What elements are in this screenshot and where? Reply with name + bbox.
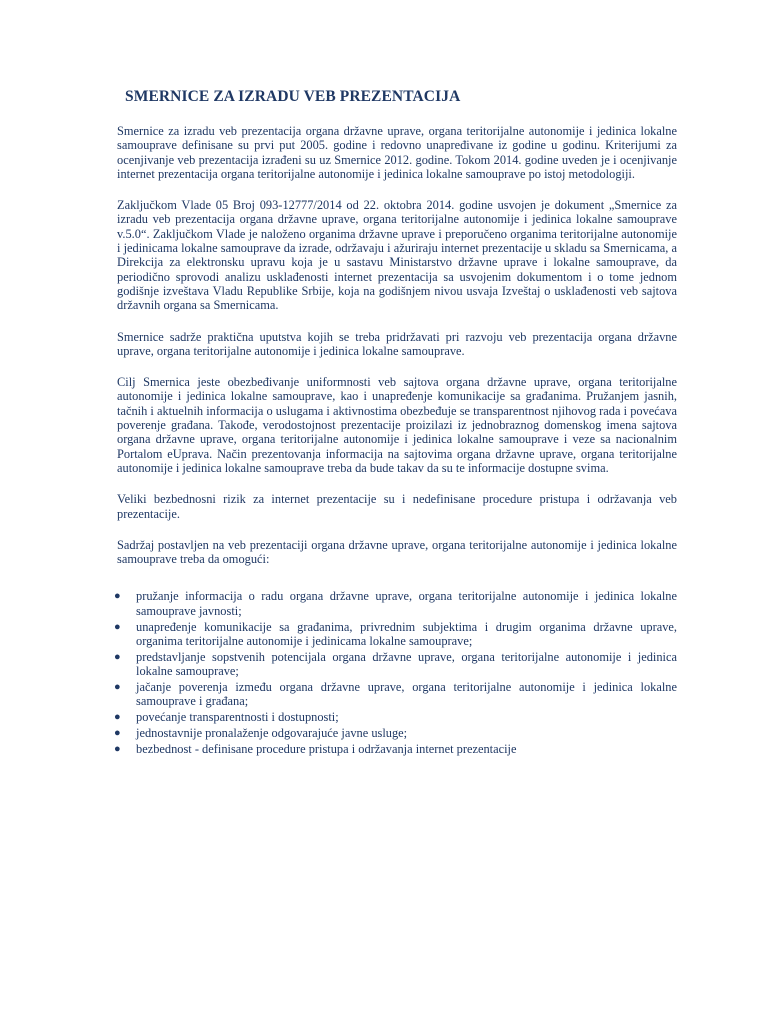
list-item (114, 726, 677, 741)
list-item (114, 619, 677, 649)
list-item (114, 649, 677, 679)
bullet-icon: ● (114, 680, 121, 693)
bullet-list (114, 589, 677, 756)
bullet-icon: ● (114, 742, 121, 755)
paragraph-goal: Cilj Smernica jeste obezbeđivanje uniformnosti veb sajtova organa državne uprave, organa teritorijalne autonomije i jedinica lokalne samouprave, kao i unapređenje komunikacije sa građanima. Pružanjem jasnih, tačnih i aktuelnih informacija o uslugama i aktivnostima obezbeđuje se transparentnost njihovog rada i povećava poverenje građana. Takođe, verodostojnost prezentacije proizilazi iz jednobraznog domenskog imena sajtova organa državne uprave, organa teritorijalne autonomije i jedinica lokalne samouprave i veze sa nacionalnim Portalom eUprava. Način prezentovanja informacija na sajtovima organa državne uprave, organa teritorijalne autonomije i jedinica lokalne samouprave treba da bude takav da su te informacije dostupne svima. (117, 375, 677, 475)
bullet-icon: ● (114, 711, 121, 724)
list-item-text: jačanje poverenja između organa državne uprave, organa teritorijalne autonomije i jedinica lokalne samouprave i građana; (136, 679, 677, 709)
list-item (114, 710, 677, 725)
list-item-text: povećanje transparentnosti i dostupnosti; (136, 710, 339, 725)
list-item-text: unapređenje komunikacije sa građanima, privrednim subjektima i drugim organima državne uprave, organima teritorijalne autonomije i jedinicama lokalne samouprave; (136, 619, 677, 648)
paragraph-intro: Smernice za izradu veb prezentacija organa državne uprave, organa teritorijalne autonomije i jedinica lokalne samouprave definisane su prvi put 2005. godine i redovno unapređivane iz godine u godinu. Kriterijumi za ocenjivanje veb prezentacija izrađeni su uz Smernice 2012. godine. Tokom 2014. godine uveden je i ocenjivanje internet prezentacija organa teritorijalne autonomije i jedinica lokalne samouprave po istoj metodologiji. (117, 124, 677, 181)
document-title: SMERNICE ZA IZRADU VEB PREZENTACIJA (125, 88, 461, 105)
paragraph-content-should-enable: Sadržaj postavljen na veb prezentaciji organa državne uprave, organa teritorijalne autonomije i jedinica lokalne samouprave treba da omogući: (117, 537, 677, 567)
list-item-text: jednostavnije pronalaženje odgovarajuće javne usluge; (136, 726, 408, 741)
list-item-text: bezbednost - definisane procedure pristupa i održavanja internet prezentacije (136, 741, 517, 756)
list-item-text: predstavljanje sopstvenih potencijala organa državne uprave, organa teritorijalne autonomije i jedinica lokalne samouprave; (136, 649, 677, 679)
list-item (114, 589, 677, 618)
bullet-icon: ● (114, 727, 121, 740)
list-item (114, 741, 677, 756)
document-page (114, 88, 677, 758)
list-item (114, 679, 677, 709)
paragraph-government-conclusion: Zaključkom Vlade 05 Broj 093-12777/2014 od 22. oktobra 2014. godine usvojen je dokument „Smernice za izradu veb prezentacija organa državne uprave, organa teritorijalne autonomije i jedinica lokalne samouprave v.5.0“. Zaključkom Vlade je naloženo organima državne uprave i preporučeno organima teritorijalne autonomije i jedinicama lokalne samouprave da izrade, održavaju i ažuriraju internet prezentacije u skladu sa Smernicama, a Direkcija za elektronsku upravu koja je u sastavu Ministarstvo državne uprave i lokalne samouprave, da periodično sprovodi analizu usklađenosti internet prezentacija sa usvojenim dokumentom i o tome jednom godišnje izveštava Vladu Republike Srbije, koja na godišnjem nivou usvaja Izveštaj o usklađenosti veb sajtova državnih organa sa Smernicama. (117, 198, 677, 313)
paragraph-practical-guidelines: Smernice sadrže praktična uputstva kojih se treba pridržavati pri razvoju veb prezentacija organa državne uprave, organa teritorijalne autonomije i jedinica lokalne samouprave. (117, 329, 677, 358)
bullet-icon: ● (114, 620, 121, 633)
bullet-icon: ● (114, 650, 121, 663)
bullet-icon: ● (114, 590, 121, 603)
list-item-text: pružanje informacija o radu organa državne uprave, organa teritorijalne autonomije i jedinica lokalne samouprave javnosti; (136, 589, 677, 618)
paragraph-security-risk: Veliki bezbednosni rizik za internet prezentacije su i nedefinisane procedure pristupa i održavanja veb prezentacije. (117, 492, 677, 521)
